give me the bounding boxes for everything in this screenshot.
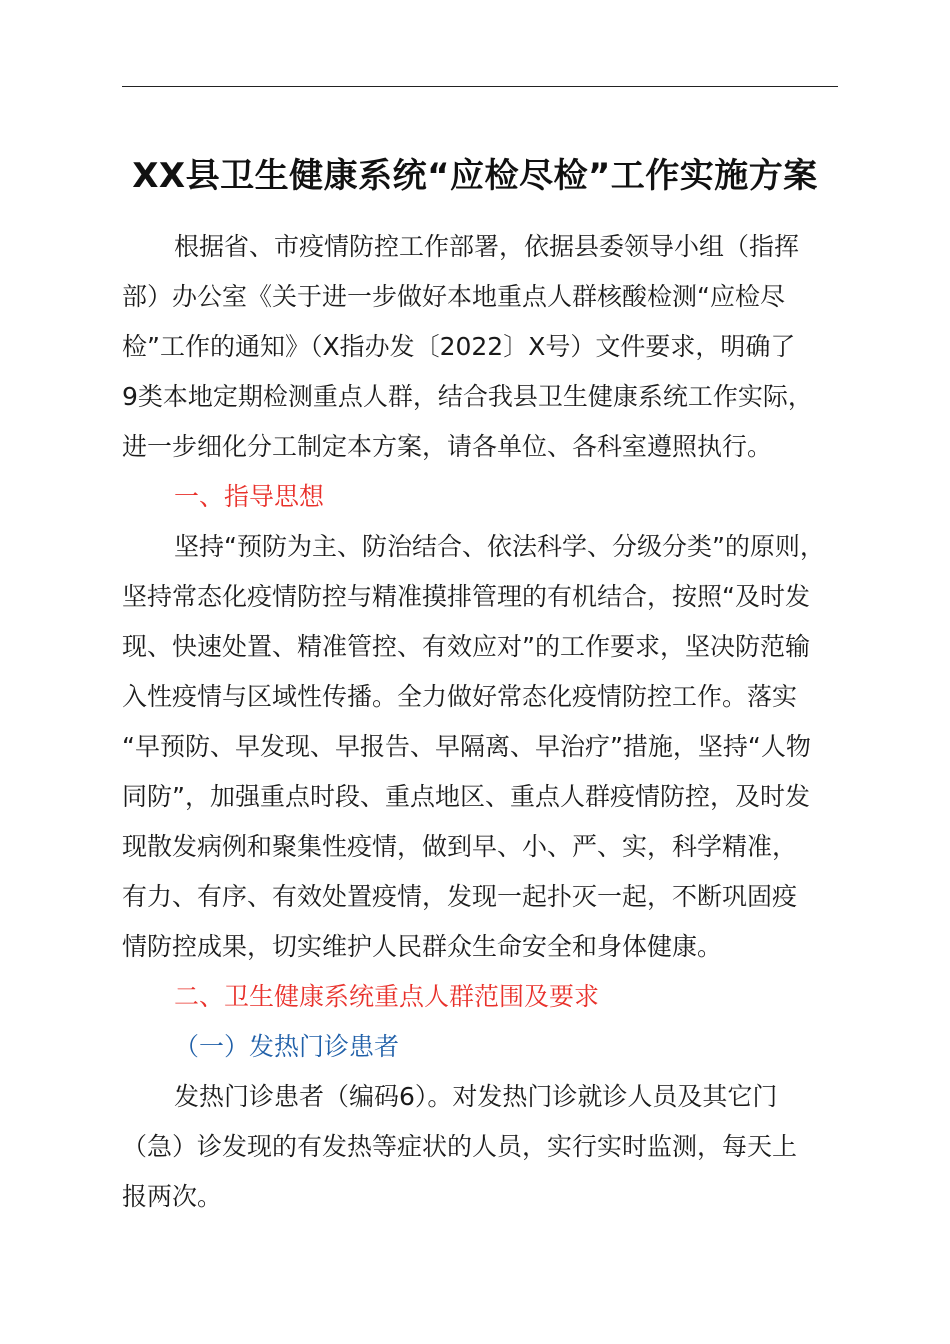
section1-line-1: 坚持“预防为主、防治结合、依法科学、分级分类”的原则， <box>174 532 825 561</box>
section1-line-6: 同防”，加强重点时段、重点地区、重点人群疫情防控，及时发 <box>122 782 810 811</box>
section1-line-9: 情防控成果，切实维护人民群众生命安全和身体健康。 <box>122 932 723 961</box>
section1-line-8: 有力、有序、有效处置疫情，发现一起扑灭一起，不断巩固疫 <box>122 882 798 911</box>
subsection1-line-2: （急）诊发现的有发热等症状的人员，实行实时监测，每天上 <box>122 1132 798 1161</box>
header-rule <box>122 86 838 87</box>
subsection1-heading: （一）发热门诊患者 <box>174 1032 400 1061</box>
subsection1-line-1: 发热门诊患者（编码6）。对发热门诊就诊人员及其它门 <box>174 1082 778 1111</box>
section1-line-3: 现、快速处置、精准管控、有效应对”的工作要求，坚决防范输 <box>122 632 810 661</box>
section1-heading: 一、指导思想 <box>174 482 325 511</box>
intro-line-2: 部）办公室《关于进一步做好本地重点人群核酸检测“应检尽 <box>122 282 785 311</box>
intro-line-4: 9类本地定期检测重点人群，结合我县卫生健康系统工作实际， <box>122 382 813 411</box>
section1-line-2: 坚持常态化疫情防控与精准摸排管理的有机结合，按照“及时发 <box>122 582 810 611</box>
section1-line-5: “早预防、早发现、早报告、早隔离、早治疗”措施，坚持“人物 <box>122 732 811 761</box>
section1-line-7: 现散发病例和聚集性疫情，做到早、小、严、实，科学精准， <box>122 832 798 861</box>
intro-line-1: 根据省、市疫情防控工作部署，依据县委领导小组（指挥 <box>174 232 800 261</box>
intro-line-3: 检”工作的通知》（X指办发〔2022〕X号）文件要求，明确了 <box>122 332 796 361</box>
document-title: XX县卫生健康系统“应检尽检”工作实施方案 <box>132 156 818 196</box>
document-body <box>122 222 838 1222</box>
subsection1-line-3: 报两次。 <box>122 1182 223 1211</box>
intro-line-5: 进一步细化分工制定本方案，请各单位、各科室遵照执行。 <box>122 432 773 461</box>
section2-heading: 二、卫生健康系统重点人群范围及要求 <box>174 982 600 1011</box>
section1-line-4: 入性疫情与区域性传播。全力做好常态化疫情防控工作。落实 <box>122 682 798 711</box>
